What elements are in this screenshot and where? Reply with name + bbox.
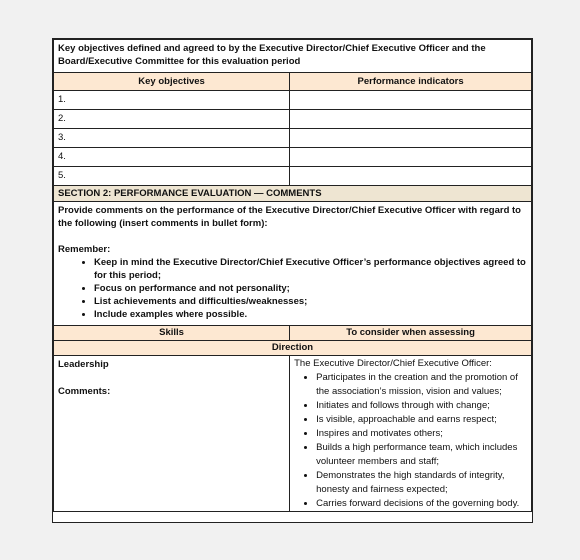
criteria-item: • Participates in the creation and the promotion of the association’s mission, vision and values; xyxy=(316,371,527,399)
remember-item: • Keep in mind the Executive Director/Chief Executive Officer’s performance objectives agreed to for this period; xyxy=(94,256,527,282)
section2-title: SECTION 2: PERFORMANCE EVALUATION — COMMENTS xyxy=(54,186,532,202)
indicator-cell-3[interactable] xyxy=(290,129,532,148)
officer-intro: The Executive Director/Chief Executive Officer: xyxy=(294,358,492,369)
criteria-item: • Demonstrates the high standards of integrity, honesty and fairness expected; xyxy=(316,469,527,497)
assessment-criteria-cell xyxy=(290,356,532,512)
indicator-cell-5[interactable] xyxy=(290,167,532,186)
remember-item: • List achievements and difficulties/weaknesses; xyxy=(94,295,527,308)
leadership-cell[interactable] xyxy=(54,356,290,512)
performance-indicators-header: Performance indicators xyxy=(290,73,532,91)
criteria-item: • Builds a high performance team, which includes volunteer members and staff; xyxy=(316,441,527,469)
provide-comments-text: Provide comments on the performance of the Executive Director/Chief Executive Officer with regard to the following (insert comments in bullet form): xyxy=(58,205,521,229)
criteria-item: • Inspires and motivates others; xyxy=(316,427,527,441)
evaluation-form-table xyxy=(53,39,532,512)
leadership-label: Leadership xyxy=(58,359,109,370)
criteria-list xyxy=(294,371,527,511)
skills-header: Skills xyxy=(54,326,290,341)
indicator-cell-4[interactable] xyxy=(290,148,532,167)
objective-row-4[interactable]: 4. xyxy=(54,148,290,167)
comments-label: Comments: xyxy=(58,386,111,397)
direction-header: Direction xyxy=(54,341,532,356)
criteria-item: • Carries forward decisions of the governing body. xyxy=(316,497,527,511)
evaluation-form-page xyxy=(52,38,533,523)
remember-list xyxy=(58,256,527,321)
section2-instructions xyxy=(54,202,532,326)
criteria-item: • Initiates and follows through with change; xyxy=(316,399,527,413)
key-objectives-header: Key objectives xyxy=(54,73,290,91)
objective-row-5[interactable]: 5. xyxy=(54,167,290,186)
objective-row-3[interactable]: 3. xyxy=(54,129,290,148)
objective-row-2[interactable]: 2. xyxy=(54,110,290,129)
objective-row-1[interactable]: 1. xyxy=(54,91,290,110)
indicator-cell-1[interactable] xyxy=(290,91,532,110)
indicator-cell-2[interactable] xyxy=(290,110,532,129)
objectives-intro: Key objectives defined and agreed to by the Executive Director/Chief Executive Officer and the Board/Executive Committee for this evaluation period xyxy=(54,40,532,73)
consider-header: To consider when assessing xyxy=(290,326,532,341)
remember-item: • Focus on performance and not personality; xyxy=(94,282,527,295)
remember-item: • Include examples where possible. xyxy=(94,308,527,321)
criteria-item: • Is visible, approachable and earns respect; xyxy=(316,413,527,427)
remember-label: Remember: xyxy=(58,244,111,255)
